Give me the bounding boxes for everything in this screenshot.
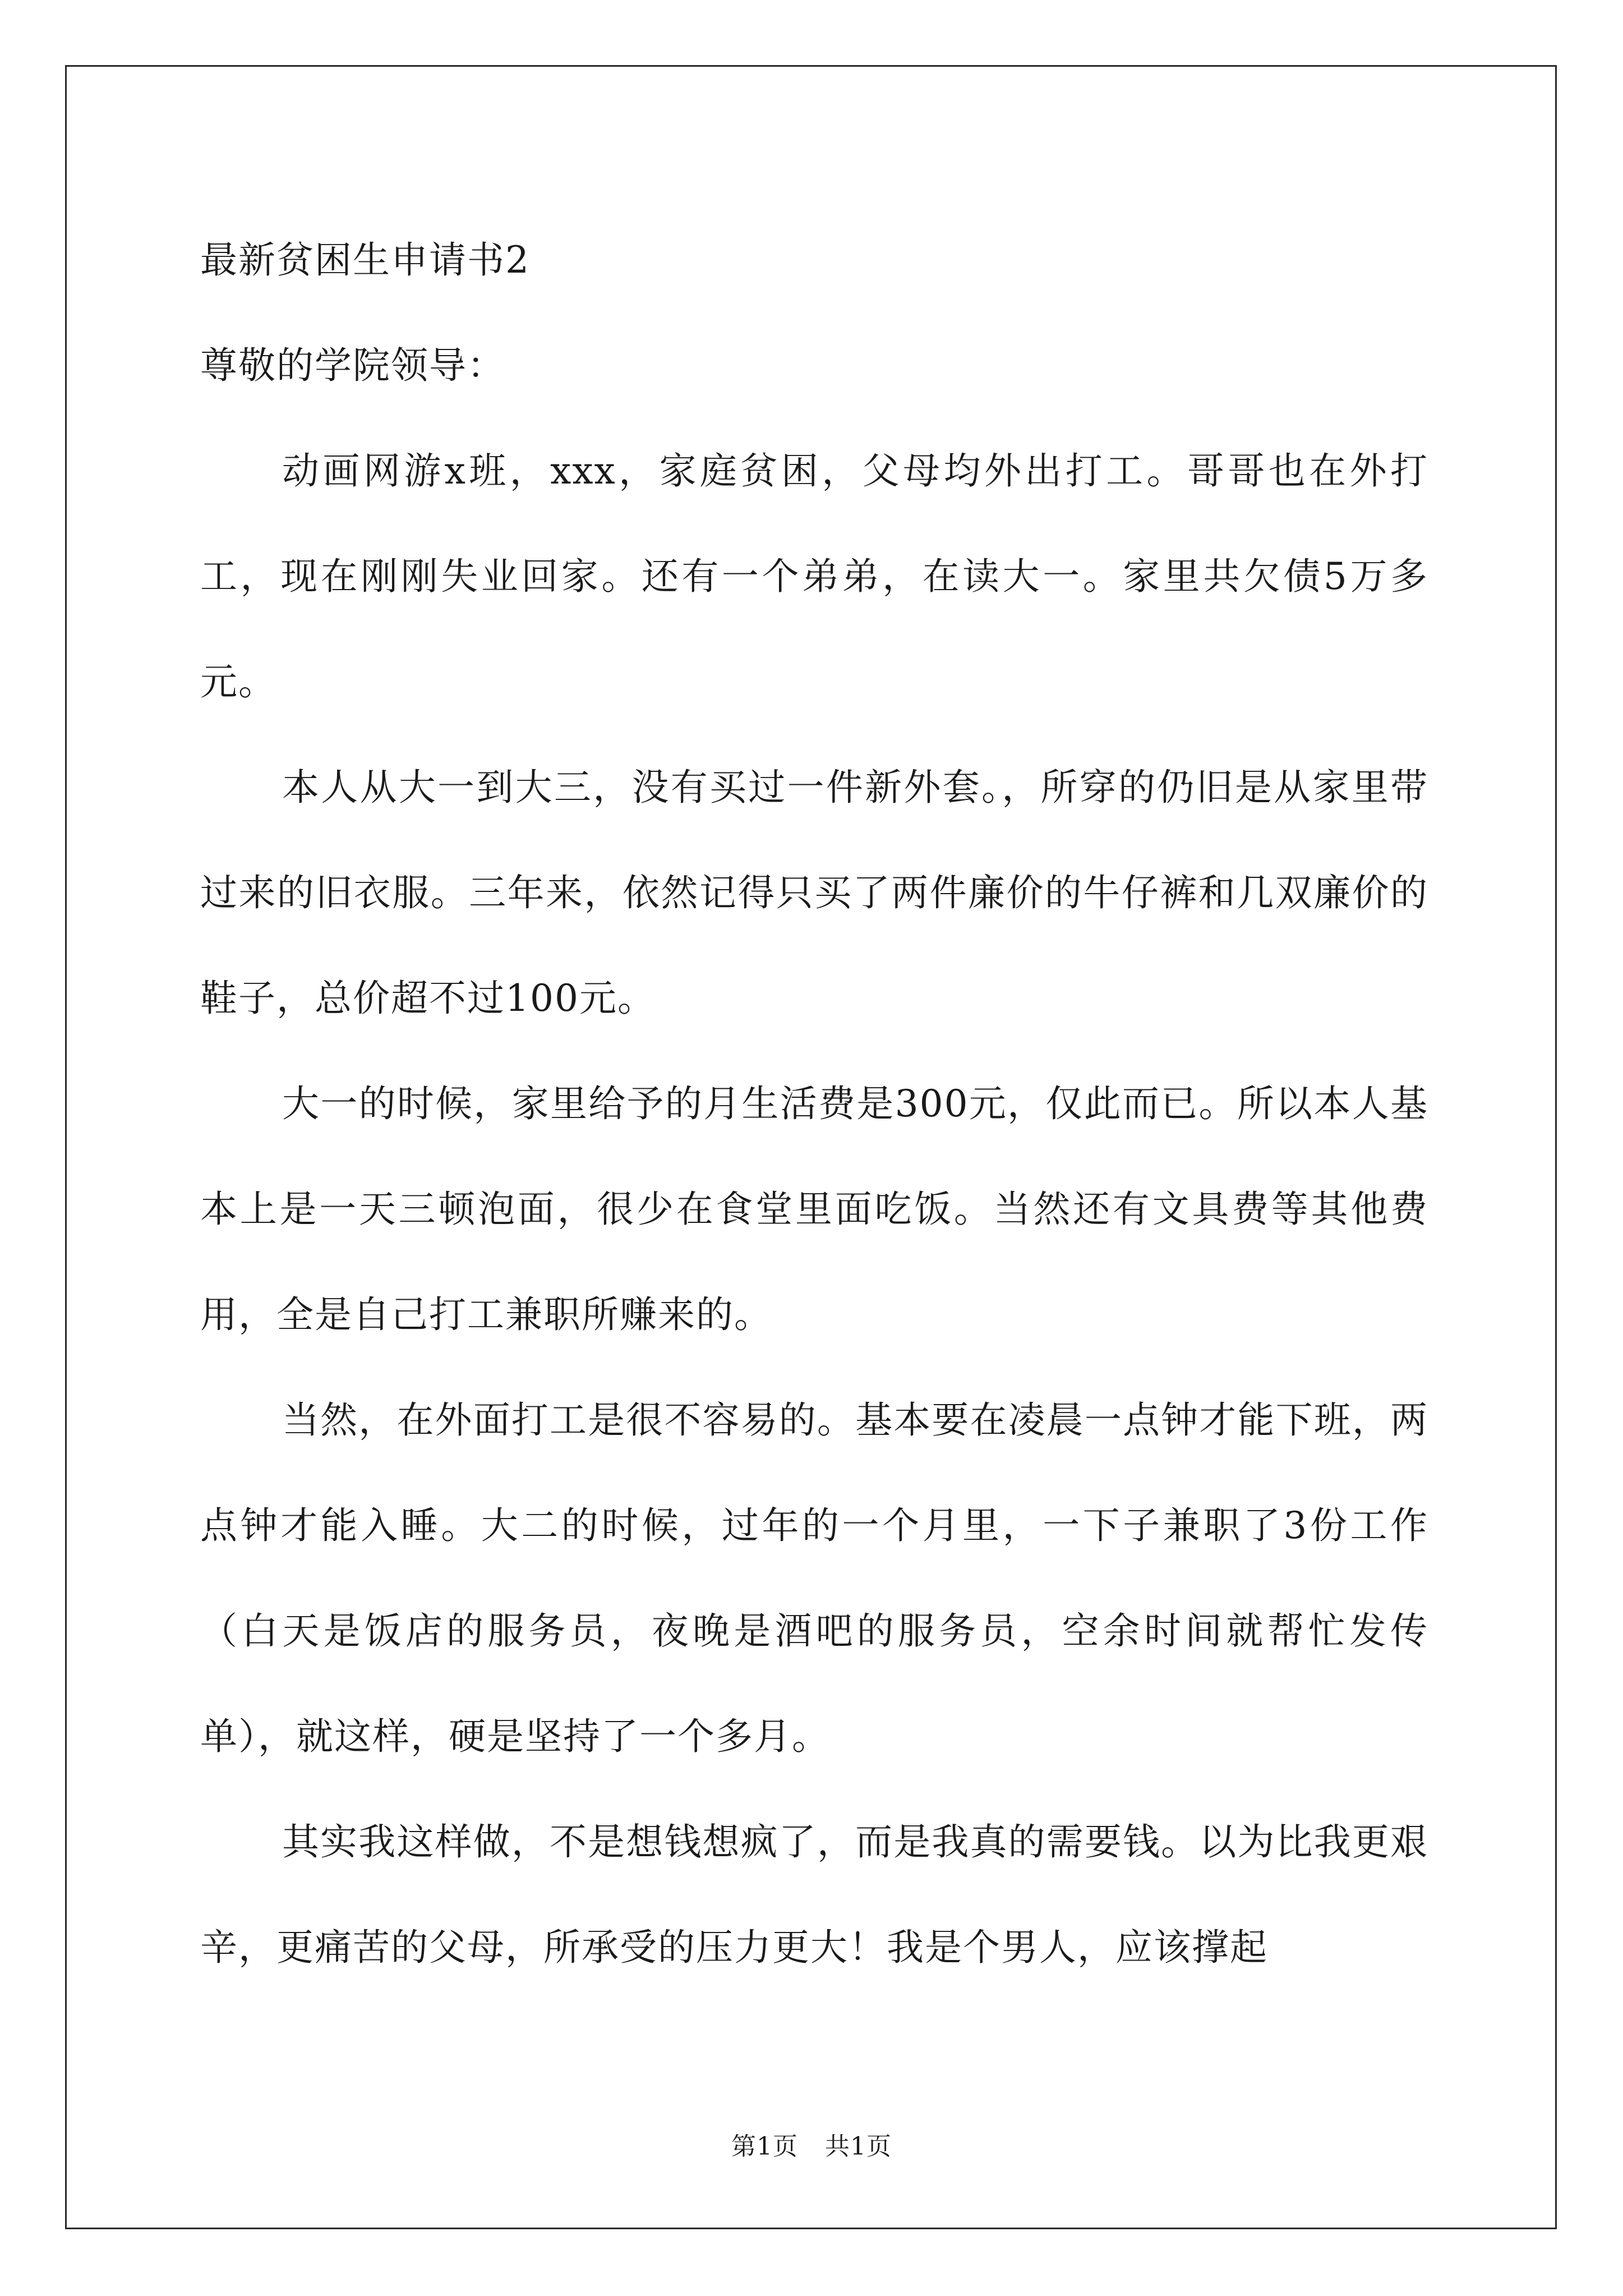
page-footer <box>0 2126 1623 2162</box>
paragraph: 动画网游x班，xxx，家庭贫困，父母均外出打工。哥哥也在外打工，现在刚刚失业回家。还有一个弟弟，在读大一。家里共欠债5万多元。 <box>200 449 1428 703</box>
paragraph: 大一的时候，家里给予的月生活费是300元，仅此而已。所以本人基本上是一天三顿泡面，很少在食堂里面吃饭。当然还有文具费等其他费用，全是自己打工兼职所赚来的。 <box>200 1082 1428 1336</box>
paragraph: 其实我这样做，不是想钱想疯了，而是我真的需要钱。以为比我更艰辛，更痛苦的父母，所承受的压力更大！我是个男人，应该撑起 <box>200 1820 1428 1969</box>
paragraph: 本人从大一到大三，没有买过一件新外套。，所穿的仍旧是从家里带过来的旧衣服。三年来，依然记得只买了两件廉价的牛仔裤和几双廉价的鞋子，总价超不过100元。 <box>200 766 1428 1020</box>
paragraph: 当然，在外面打工是很不容易的。基本要在凌晨一点钟才能下班，两点钟才能入睡。大二的时候，过年的一个月里，一下子兼职了3份工作（白天是饭店的服务员，夜晚是酒吧的服务员，空余时间就帮忙发传单），就这样，硬是坚持了一个多月。 <box>200 1398 1428 1758</box>
salutation: 尊敬的学院领导： <box>200 344 505 387</box>
document-title: 最新贫困生申请书2 <box>200 238 530 282</box>
document-body <box>200 208 1428 2000</box>
page-number: 第1页 <box>731 2132 798 2161</box>
page-total: 共1页 <box>825 2132 892 2161</box>
